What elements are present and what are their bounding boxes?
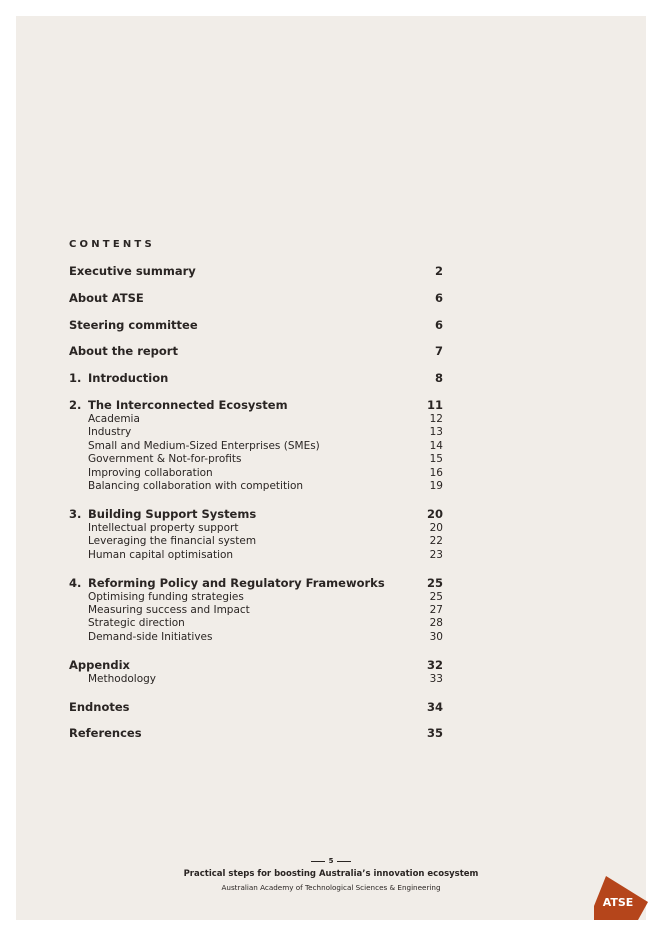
toc-label: Appendix: [69, 657, 130, 672]
toc-page: 8: [434, 371, 443, 386]
toc-label: Executive summary: [69, 264, 196, 278]
toc-label: About ATSE: [69, 290, 144, 305]
table-of-contents: [69, 263, 443, 741]
toc-label: Steering committee: [69, 317, 198, 332]
toc-page: 7: [434, 344, 443, 359]
toc-page: 27: [429, 604, 443, 617]
toc-label: Optimising funding strategies: [88, 590, 244, 603]
toc-page: 6: [434, 290, 443, 305]
toc-page: 13: [429, 426, 443, 439]
toc-entry-about-report[interactable]: [69, 343, 443, 359]
toc-label: Building Support Systems: [88, 506, 257, 521]
toc-label: Improving collaboration: [88, 466, 213, 479]
toc-entry-ecosystem[interactable]: [69, 397, 443, 413]
toc-page: 25: [429, 590, 443, 603]
toc-subentry[interactable]: [69, 426, 443, 439]
toc-page: 35: [426, 726, 443, 741]
toc-label: Industry: [88, 426, 132, 439]
toc-entry-endnotes[interactable]: [69, 699, 443, 715]
toc-label: Reforming Policy and Regulatory Frameworks: [88, 575, 385, 590]
footer-page-number: [0, 857, 662, 865]
toc-label: Intellectual property support: [88, 521, 239, 534]
toc-page: 6: [434, 317, 443, 332]
toc-label: Small and Medium-Sized Enterprises (SMEs): [88, 439, 320, 452]
toc-subentry[interactable]: [69, 413, 443, 426]
toc-label: References: [69, 726, 142, 741]
toc-label: About the report: [69, 344, 178, 359]
toc-subentry[interactable]: [69, 604, 443, 617]
toc-page: 14: [429, 439, 443, 452]
toc-entry-appendix[interactable]: [69, 657, 443, 673]
toc-entry-support-systems[interactable]: [69, 506, 443, 522]
toc-entry-executive-summary[interactable]: [69, 263, 443, 279]
toc-page: 12: [429, 412, 443, 425]
toc-page: 32: [426, 657, 443, 672]
footer-title: Practical steps for boosting Australia’s innovation ecosystem: [183, 869, 479, 879]
toc-page: 15: [429, 453, 443, 466]
toc-subentry[interactable]: [69, 673, 443, 686]
toc-entry-introduction[interactable]: [69, 370, 443, 386]
toc-subentry[interactable]: [69, 591, 443, 604]
toc-page: 16: [429, 466, 443, 479]
toc-page: 20: [426, 506, 443, 521]
toc-subentry[interactable]: [69, 480, 443, 493]
toc-label: Balancing collaboration with competition: [88, 480, 304, 493]
divider: [337, 861, 351, 862]
toc-page: 22: [429, 535, 443, 548]
toc-label: Methodology: [88, 672, 157, 685]
divider: [311, 861, 325, 862]
toc-page: 34: [426, 699, 443, 714]
toc-entry-references[interactable]: [69, 725, 443, 741]
toc-subentry[interactable]: [69, 453, 443, 466]
footer-organisation: Australian Academy of Technological Sciences & Engineering: [221, 883, 441, 892]
toc-subentry[interactable]: [69, 535, 443, 548]
toc-page: 28: [429, 617, 443, 630]
toc-label: Leveraging the financial system: [88, 535, 257, 548]
toc-page: 19: [429, 480, 443, 493]
toc-subentry[interactable]: [69, 467, 443, 480]
toc-label: Introduction: [88, 371, 169, 386]
logo-text: ATSE: [602, 896, 634, 909]
toc-label: Demand-side Initiatives: [88, 630, 213, 643]
toc-subentry[interactable]: [69, 631, 443, 644]
atse-logo: [594, 876, 648, 920]
toc-subentry[interactable]: [69, 440, 443, 453]
toc-page: 30: [429, 630, 443, 643]
toc-label: Measuring success and Impact: [88, 604, 250, 617]
toc-page: 25: [426, 575, 443, 590]
contents-heading: CONTENTS: [69, 239, 155, 250]
section-number: 4.: [69, 575, 82, 590]
section-number: 1.: [69, 371, 82, 386]
section-number: 3.: [69, 506, 82, 521]
section-number: 2.: [69, 397, 82, 412]
toc-label: The Interconnected Ecosystem: [88, 397, 288, 412]
toc-page: 2: [434, 264, 443, 278]
toc-label: Strategic direction: [88, 617, 185, 630]
toc-subentry[interactable]: [69, 522, 443, 535]
toc-label: Human capital optimisation: [88, 548, 234, 561]
page-number: 5: [328, 857, 334, 865]
toc-label: Endnotes: [69, 699, 130, 714]
toc-page: 11: [426, 397, 443, 412]
toc-label: Academia: [88, 412, 140, 425]
toc-page: 20: [429, 521, 443, 534]
toc-label: Government & Not-for-profits: [88, 453, 242, 466]
toc-entry-steering-committee[interactable]: [69, 317, 443, 333]
toc-entry-about-atse[interactable]: [69, 290, 443, 306]
toc-subentry[interactable]: [69, 617, 443, 630]
toc-subentry[interactable]: [69, 549, 443, 562]
toc-page: 33: [429, 672, 443, 685]
toc-entry-policy[interactable]: [69, 575, 443, 591]
toc-page: 23: [429, 548, 443, 561]
